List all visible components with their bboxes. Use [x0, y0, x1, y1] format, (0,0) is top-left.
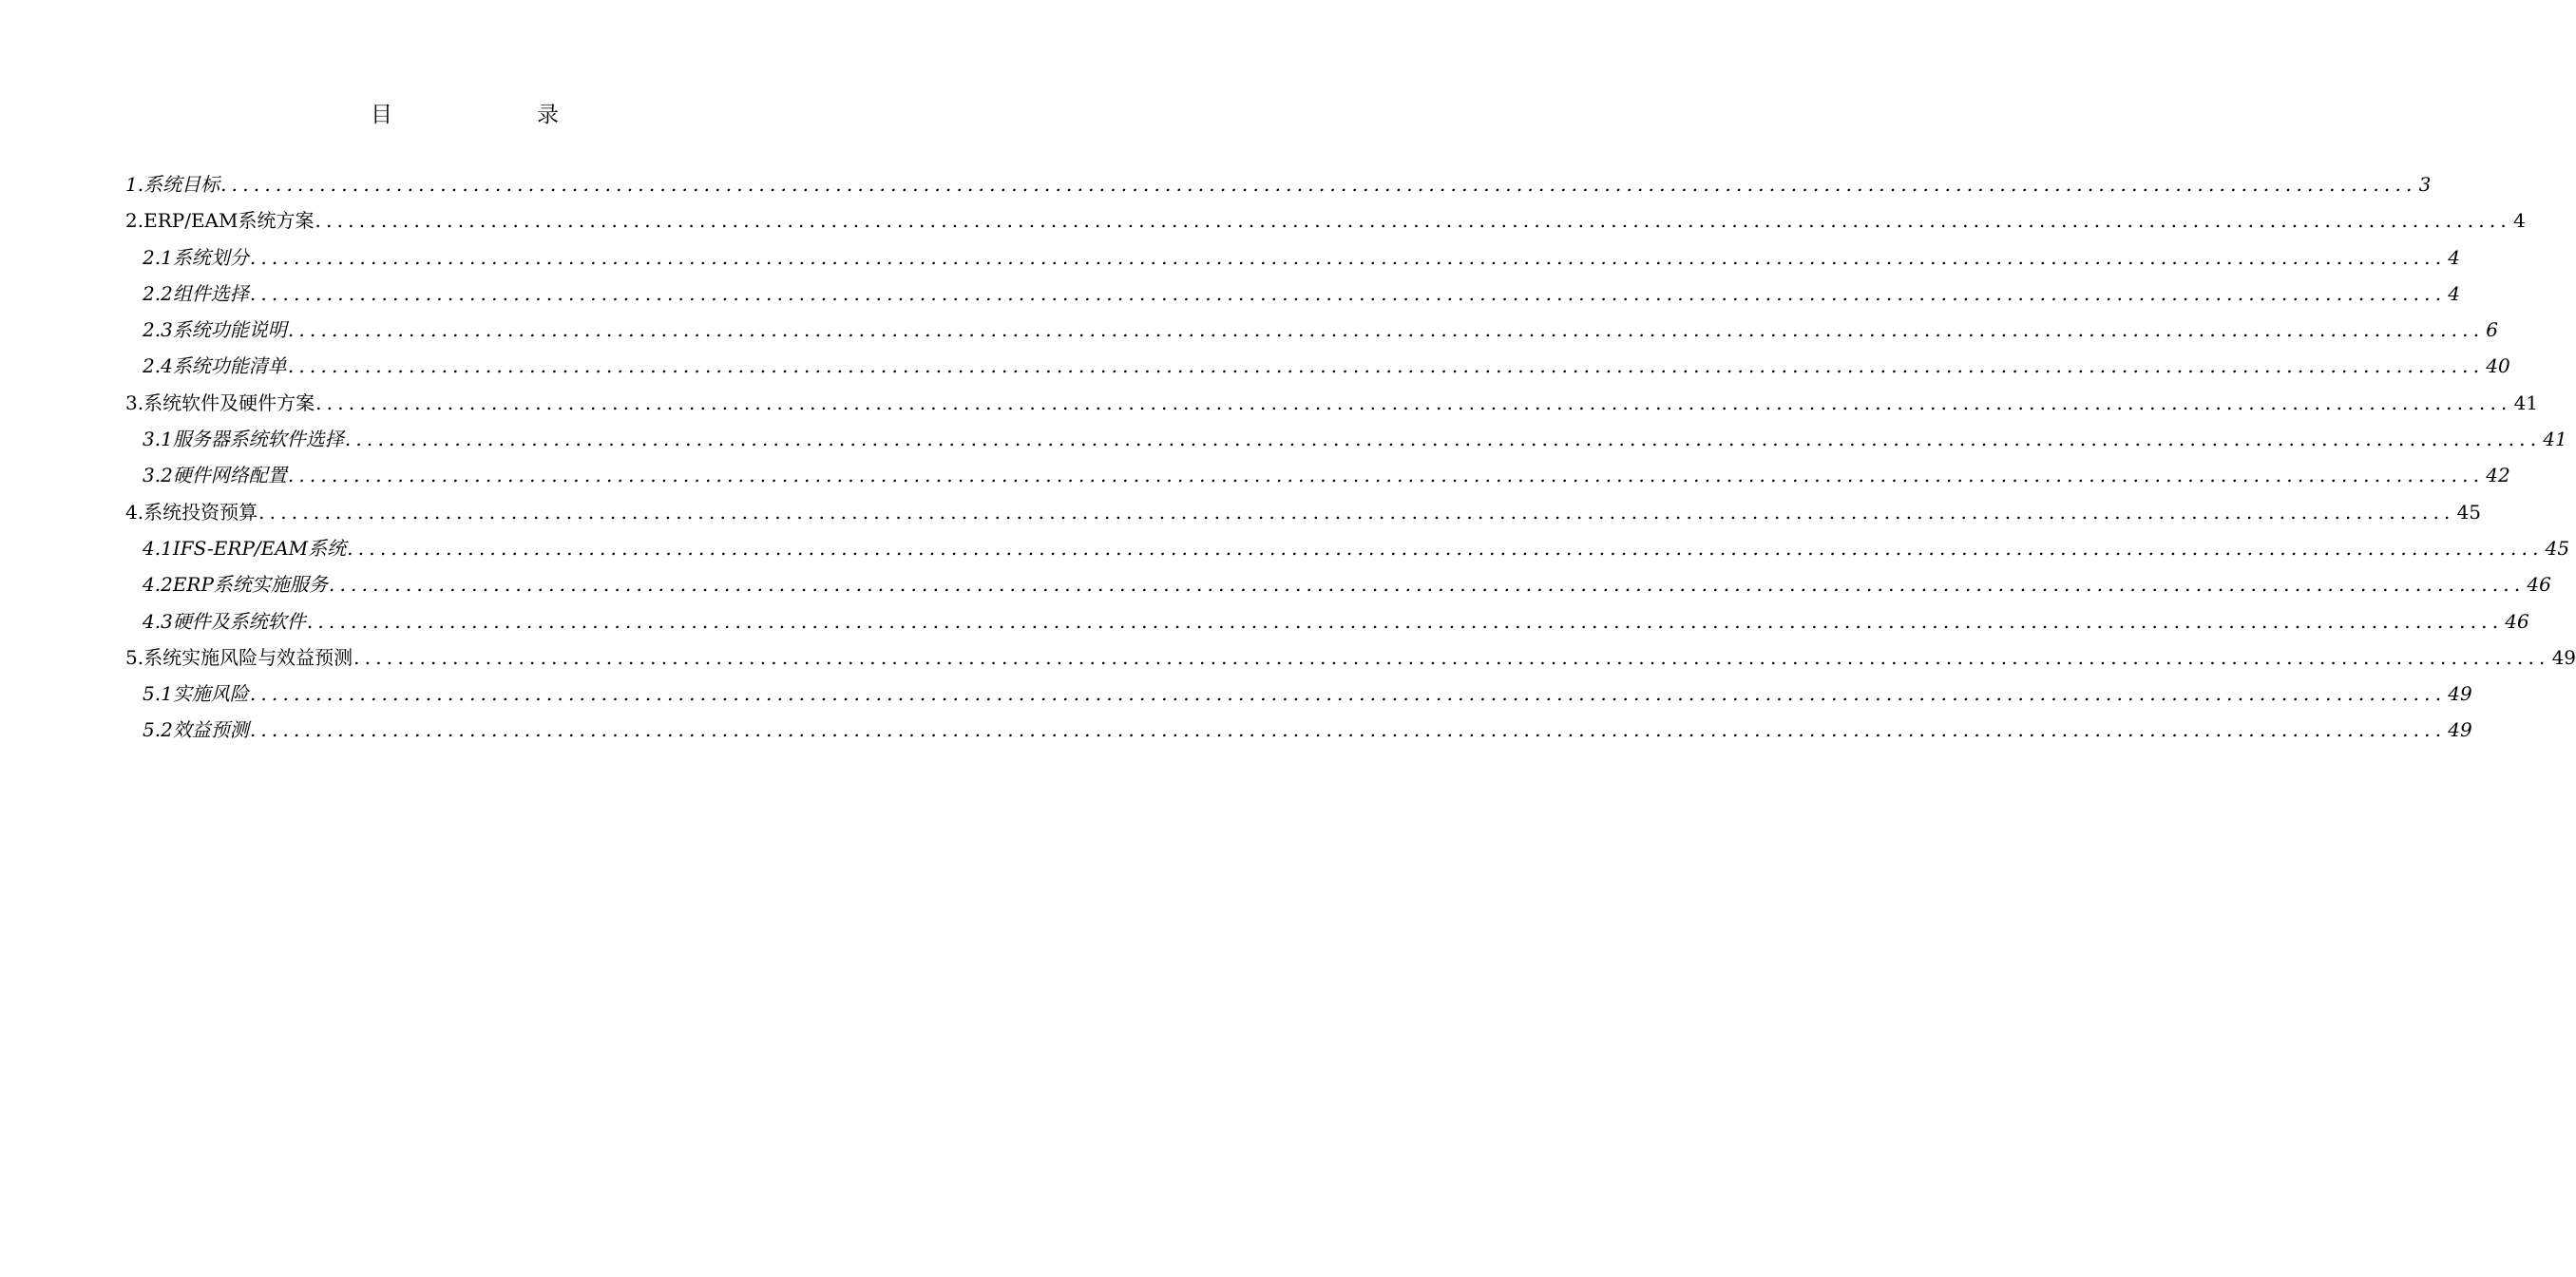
toc-entry-label: 效益预测 [172, 718, 249, 742]
toc-entry-page-number: 6 [2486, 318, 2499, 342]
toc-entry-number: 3.2 [143, 464, 173, 487]
toc-entry-label: 系统实施风险与效益预测 [143, 645, 353, 669]
toc-entry-page-number: 41 [2543, 428, 2567, 451]
toc-entry-page-number: 49 [2448, 682, 2472, 706]
toc-entry[interactable] [125, 276, 2461, 312]
toc-entry-dot-leader: ........................................................................................................................................................................................................ [249, 245, 2447, 269]
toc-entry-dot-leader: ........................................................................................................................................................................................................ [344, 428, 2542, 451]
toc-entry-label: IFS-ERP/EAM系统 [172, 536, 347, 560]
toc-entry[interactable] [125, 530, 2570, 566]
toc-entry-label: 系统投资预算 [143, 500, 258, 524]
toc-entry-page-number: 4 [2448, 281, 2461, 305]
toc-entry-label: 系统功能清单 [172, 354, 287, 378]
toc-entry-label: 系统划分 [172, 245, 249, 269]
toc-entry-label: 硬件及系统软件 [172, 609, 306, 633]
toc-entry-label: 硬件网络配置 [172, 464, 287, 487]
toc-entry-number: 4.3 [143, 609, 173, 633]
toc-entry-dot-leader: ........................................................................................................................................................................................................ [328, 573, 2526, 597]
toc-entry[interactable] [125, 603, 2529, 639]
toc-entry[interactable] [125, 566, 2551, 602]
toc-entry-number: 4.1 [143, 536, 173, 560]
toc-entry[interactable] [125, 639, 2576, 676]
toc-entry[interactable] [125, 166, 2432, 202]
page-title-char-2: 录 [537, 103, 559, 127]
toc-entry-dot-leader: ........................................................................................................................................................................................................ [220, 173, 2417, 196]
toc-entry-dot-leader: ........................................................................................................................................................................................................ [287, 354, 2485, 378]
toc-entry-number: 3. [125, 391, 144, 414]
toc-entry-label: 组件选择 [172, 281, 249, 305]
toc-entry-number: 4. [125, 500, 144, 524]
toc-entry-page-number: 40 [2486, 354, 2510, 378]
toc-entry-label: 系统功能说明 [172, 318, 287, 342]
toc-entry-number: 2.2 [143, 281, 173, 305]
toc-entry[interactable] [125, 239, 2461, 276]
toc-entry-number: 2.1 [143, 245, 173, 269]
toc-entry-number: 5.1 [143, 682, 173, 706]
toc-entry-dot-leader: ........................................................................................................................................................................................................ [306, 609, 2504, 633]
toc-entry-page-number: 4 [2512, 209, 2526, 233]
toc-entry[interactable] [125, 457, 2510, 493]
toc-entry-dot-leader: ........................................................................................................................................................................................................ [258, 500, 2455, 524]
toc-entry-dot-leader: ........................................................................................................................................................................................................ [347, 536, 2544, 560]
toc-entry-dot-leader: ........................................................................................................................................................................................................ [287, 318, 2485, 342]
toc-entry-dot-leader: ........................................................................................................................................................................................................ [249, 682, 2447, 706]
toc-entry-dot-leader: ........................................................................................................................................................................................................ [315, 209, 2511, 233]
toc-entry[interactable] [125, 348, 2510, 384]
toc-entry[interactable] [125, 202, 2526, 238]
toc-entry-number: 2.4 [143, 354, 173, 378]
toc-entry-label: 系统目标 [143, 173, 220, 196]
toc-entry-page-number: 45 [2456, 500, 2482, 524]
table-of-contents [125, 166, 2576, 749]
toc-entry-number: 1. [125, 173, 144, 196]
page-title-char-1: 目 [371, 103, 392, 127]
toc-entry-page-number: 49 [2551, 645, 2576, 669]
toc-entry-dot-leader: ........................................................................................................................................................................................................ [353, 645, 2550, 669]
toc-entry-page-number: 49 [2448, 718, 2472, 742]
toc-entry-number: 5. [125, 645, 144, 669]
toc-entry-label: 实施风险 [172, 682, 249, 706]
toc-entry-page-number: 46 [2505, 609, 2529, 633]
toc-entry-page-number: 45 [2545, 536, 2570, 560]
toc-entry-dot-leader: ........................................................................................................................................................................................................ [287, 464, 2485, 487]
toc-entry[interactable] [125, 312, 2499, 348]
toc-entry-label: ERP/EAM系统方案 [143, 209, 315, 233]
toc-entry[interactable] [125, 712, 2472, 748]
toc-entry[interactable] [125, 385, 2539, 421]
toc-entry-dot-leader: ........................................................................................................................................................................................................ [315, 391, 2512, 414]
toc-entry-page-number: 4 [2448, 245, 2461, 269]
toc-entry-number: 3.1 [143, 428, 173, 451]
toc-entry-page-number: 42 [2486, 464, 2510, 487]
toc-entry-dot-leader: ........................................................................................................................................................................................................ [249, 281, 2447, 305]
toc-entry-number: 5.2 [143, 718, 173, 742]
toc-entry-label: 服务器系统软件选择 [172, 428, 344, 451]
toc-entry[interactable] [125, 494, 2482, 530]
toc-entry-number: 4.2 [143, 573, 173, 597]
toc-entry[interactable] [125, 676, 2472, 712]
page-title [0, 99, 903, 131]
toc-entry-page-number: 41 [2513, 391, 2539, 414]
toc-entry-page-number: 3 [2418, 173, 2432, 196]
toc-entry-dot-leader: ........................................................................................................................................................................................................ [249, 718, 2447, 742]
toc-entry-page-number: 46 [2527, 573, 2551, 597]
toc-entry-number: 2. [125, 209, 144, 233]
toc-entry-number: 2.3 [143, 318, 173, 342]
toc-entry[interactable] [125, 421, 2567, 457]
toc-entry-label: 系统软件及硬件方案 [143, 391, 315, 414]
toc-entry-label: ERP系统实施服务 [172, 573, 328, 597]
